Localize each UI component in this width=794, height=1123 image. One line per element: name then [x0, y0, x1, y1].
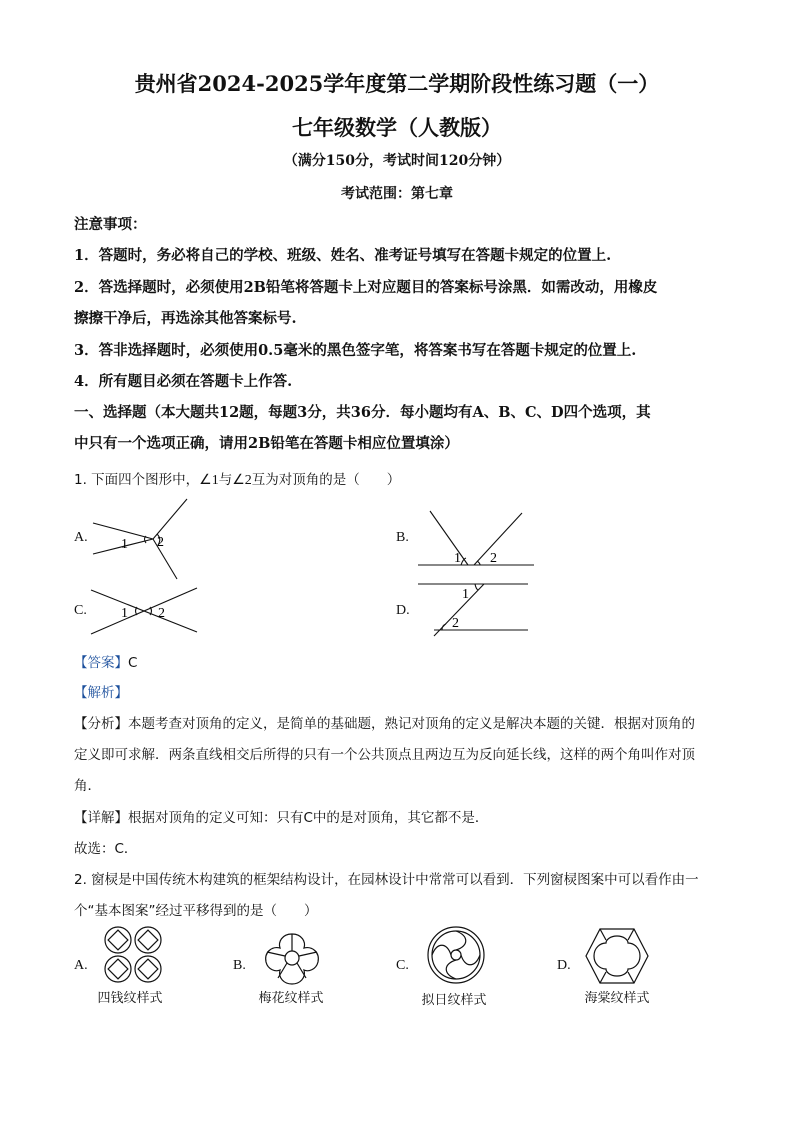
figure-b-left-line — [430, 511, 468, 565]
q1-answer-label: 【答案】 — [74, 655, 128, 671]
note-2: 2．答选择题时，必须使用2B铅笔将答题卡上对应题目的答案标号涂黑．如需改动，用橡皮 — [74, 279, 658, 296]
exam-title: 贵州省2024-2025学年度第二学期阶段性练习题（一） — [134, 71, 660, 96]
q1-answer — [74, 651, 137, 671]
q2-caption-b: 梅花纹样式 — [258, 991, 324, 1006]
q1-figure-c — [85, 582, 205, 640]
q2-option-a: A. — [74, 958, 88, 973]
q1-figure-b — [410, 508, 540, 570]
figure-c-label-1: 1 — [121, 606, 128, 621]
q2-option-b: B. — [233, 958, 246, 973]
q1-analysis-line1 — [74, 712, 734, 732]
q1-option-b: B. — [396, 530, 409, 545]
q1-stem — [74, 468, 400, 489]
figure-c-arc-1 — [136, 607, 138, 615]
note-2-cont: 擦擦干净后，再选涂其他答案标号. — [74, 310, 297, 327]
q2-caption-a: 四钱纹样式 — [97, 991, 163, 1006]
figure-a-label-2: 2 — [157, 535, 164, 550]
figure-a-label-1: 1 — [121, 537, 128, 552]
q1-detail — [74, 806, 488, 826]
q1-analysis-label: 【解析】 — [74, 685, 128, 701]
note-1: 1．答题时，务必将自己的学校、班级、姓名、准考证号填写在答题卡规定的位置上. — [74, 247, 612, 264]
figure-c-arc-2 — [150, 607, 152, 615]
q2-option-d: D. — [557, 958, 571, 973]
q2-caption-c: 拟日纹样式 — [421, 993, 487, 1008]
figure-d-arc-1 — [475, 584, 478, 590]
figure-d-transversal — [434, 584, 484, 636]
score-time: （满分150分，考试时间120分钟） — [283, 153, 511, 169]
figure-a-line-3 — [153, 499, 187, 539]
q1-conj: 与 — [218, 472, 233, 488]
q1-option-c: C. — [74, 603, 87, 618]
q1-angle2: ∠2 — [232, 473, 252, 488]
q1-analysis-line2: 定义即可求解．两条直线相交后所得的只有一个公共顶点且两边互为反向延长线，这样的两个角叫作对顶 — [74, 747, 695, 763]
q1-choose: 故选：C． — [74, 841, 138, 857]
q1-figure-a — [85, 495, 195, 585]
q2-stem-line2: 个“基本图案”经过平移得到的是（ ） — [74, 903, 318, 919]
q1-angle1: ∠1 — [199, 473, 219, 488]
q2-pattern-crabapple — [584, 926, 650, 986]
q1-answer-value: C — [128, 655, 138, 671]
figure-c-label-2: 2 — [158, 606, 165, 621]
q2-pattern-sun — [425, 924, 487, 986]
q1-analysis-line3: 角． — [74, 778, 101, 794]
notes-heading: 注意事项： — [74, 216, 147, 233]
exam-subtitle: 七年级数学（人教版） — [292, 115, 502, 140]
section1-line2: 中只有一个选项正确，请用2B铅笔在答题卡相应位置填涂） — [74, 435, 459, 452]
exam-scope: 考试范围：第七章 — [341, 186, 453, 202]
q2-caption-d: 海棠纹样式 — [584, 991, 650, 1006]
figure-d-label-2: 2 — [452, 616, 459, 631]
figure-c-line-2 — [91, 588, 197, 634]
q1-stem-suffix: 互为对顶角的是（ ） — [251, 472, 401, 488]
q1-stem-prefix: 1. 下面四个图形中， — [74, 472, 200, 488]
note-3: 3．答非选择题时，必须使用0.5毫米的黑色签字笔，将答案书写在答题卡规定的位置上. — [74, 342, 637, 359]
q2-option-c: C. — [396, 958, 409, 973]
figure-b-arc-2 — [477, 561, 480, 565]
q1-detail-text: 根据对顶角的定义可知：只有C中的是对顶角，其它都不是． — [128, 810, 489, 826]
figure-b-label-2: 2 — [490, 551, 497, 566]
note-4: 4．所有题目必须在答题卡上作答. — [74, 373, 293, 390]
q2-pattern-four-coins — [101, 925, 167, 985]
figure-d-label-1: 1 — [462, 587, 469, 602]
q1-analysis-tag: 【分析】 — [74, 716, 128, 732]
figure-a-arc-1 — [145, 536, 147, 543]
figure-b-right-line — [474, 513, 522, 565]
q1-detail-tag: 【详解】 — [74, 810, 128, 826]
figure-b-label-1: 1 — [454, 551, 461, 566]
section1-line1: 一、选择题（本大题共12题，每题3分，共36分．每小题均有A、B、C、D四个选项，其 — [74, 404, 651, 421]
q2-stem-line1: 2. 窗棂是中国传统木构建筑的框架结构设计，在园林设计中常常可以看到．下列窗棂图案中可以看作由一 — [74, 872, 699, 888]
q1-figure-d — [412, 578, 537, 640]
q1-option-a: A. — [74, 530, 88, 545]
q2-pattern-plum-blossom — [262, 930, 322, 986]
q1-option-d: D. — [396, 603, 410, 618]
q1-analysis-text1: 本题考查对顶角的定义，是简单的基础题，熟记对顶角的定义是解决本题的关键．根据对顶角的 — [128, 716, 695, 732]
